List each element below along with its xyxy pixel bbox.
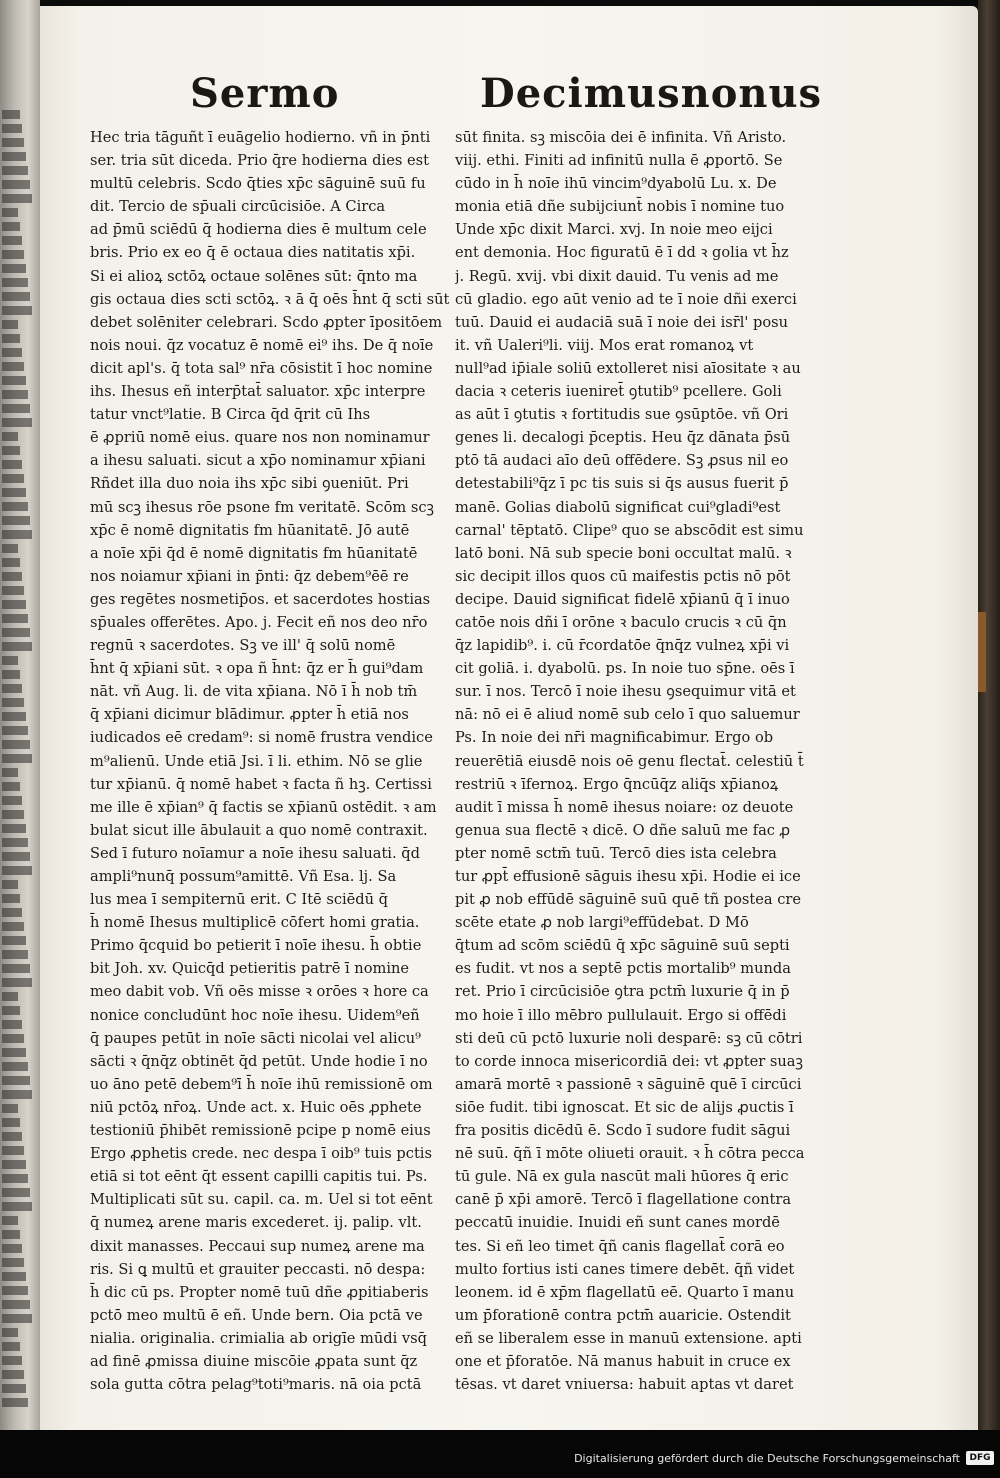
text-line: sola gutta cōtra pelag⁹toti⁹maris. nā oia pctā xyxy=(90,1376,422,1394)
text-line: multo fortius isti canes timere debēt. q̄ñ videt xyxy=(455,1260,795,1278)
text-line: xp̄c ē nomē dignitatis fm hūanitatē. Jō autē xyxy=(90,521,410,539)
bleed-through-mark xyxy=(2,1062,28,1071)
text-line: sp̄uales offerētes. Apo. j. Fecit eñ nos deo nr̄o xyxy=(90,613,428,631)
text-line: Si ei alioꝝ sctōꝝ octaue solēnes sūt: q̄nto ma xyxy=(90,267,418,285)
text-line: mū scꝫ ihesus rōe psone fm veritatē. Scōm scꝫ xyxy=(90,498,434,516)
bleed-through-mark xyxy=(2,1356,22,1365)
footer-bar xyxy=(0,1430,1000,1478)
text-line: pter nomē sctm̄ tuū. Tercō dies ista celebra xyxy=(455,844,777,862)
text-line: um p̄forationē contra pctm̄ auaricie. Ostendit xyxy=(455,1306,791,1324)
text-line: ptō tā audaci aīo deū offēdere. Sꝫ ꝓsus nil eo xyxy=(455,452,789,470)
text-line: tū gule. Nā ex gula nascūt mali hūores q̄ eric xyxy=(455,1168,789,1186)
bleed-through-mark xyxy=(2,1006,20,1015)
text-line: niū pctōꝝ nr̄oꝝ. Unde act. x. Huic oēs ꝓphete xyxy=(90,1098,422,1116)
book-edge xyxy=(978,0,1000,1430)
text-line: as aūt ī ꝯtutis ꝛ fortitudis sue ꝯsūptōe. vñ Ori xyxy=(455,406,789,424)
text-line: ad finē ꝓmissa diuine miscōie ꝓpata sunt q̄z xyxy=(90,1352,418,1370)
text-line: nāt. vñ Aug. li. de vita xp̄iana. Nō ī h̄ nob tm̄ xyxy=(90,683,418,701)
text-line: ihs. Ihesus eñ interp̄tat̄ saluator. xp̄c interpre xyxy=(90,383,426,401)
bleed-through-mark xyxy=(2,418,32,427)
bleed-through-mark xyxy=(2,334,20,343)
bleed-through-mark xyxy=(2,950,28,959)
text-line: multū celebris. Scdo q̄ties xp̄c sāguinē suū fu xyxy=(90,175,426,193)
bleed-through-mark xyxy=(2,1300,30,1309)
bleed-through-mark xyxy=(2,474,24,483)
bleed-through-mark xyxy=(2,726,28,735)
text-column-right xyxy=(455,126,815,1396)
bleed-through-mark xyxy=(2,628,30,637)
text-line: h̄nt q̄ xp̄iani sūt. ꝛ opa ñ h̄nt: q̄z er h̄ gui⁹dam xyxy=(90,660,424,678)
text-line: audit ī missa h̄ nomē ihesus noiare: oz deuote xyxy=(455,798,794,816)
bleed-through-mark xyxy=(2,614,28,623)
text-line: cit goliā. i. dyabolū. ps. In noie tuo sp̄ne. oēs ī xyxy=(455,660,795,678)
bleed-through-mark xyxy=(2,1398,28,1407)
bleed-through-mark xyxy=(2,306,32,315)
text-line: h̄ nomē Ihesus multiplicē cōfert homi gratia. xyxy=(90,914,420,932)
bleed-through-mark xyxy=(2,152,26,161)
bleed-through-mark xyxy=(2,908,22,917)
text-line: dicit apl's. q̄ tota sal⁹ nr̄a cōsistit ī hoc nomine xyxy=(90,359,433,377)
text-line: mo hoie ī illo mēbro pullulauit. Ergo si offēdi xyxy=(455,1006,787,1024)
bleed-through-mark xyxy=(2,670,20,679)
text-line: null⁹ad ip̄iale soliū extolleret nisi aīositate ꝛ au xyxy=(455,359,801,377)
bleed-through-mark xyxy=(2,1244,22,1253)
text-line: genes li. decalogi p̄ceptis. Heu q̄z dānata p̄sū xyxy=(455,429,791,447)
text-line: h̄ dic cū ps. Propter nomē tuū dñe ꝓpitiaberis xyxy=(90,1283,429,1301)
bleed-through-mark xyxy=(2,278,28,287)
bleed-through-mark xyxy=(2,180,30,189)
text-line: peccatū inuidie. Inuidi eñ sunt canes mordē xyxy=(455,1214,780,1232)
bleed-through-mark xyxy=(2,964,30,973)
bleed-through-mark xyxy=(2,880,18,889)
text-line: Ergo ꝓphetis crede. nec despa ī oib⁹ tuis pctis xyxy=(90,1145,432,1163)
bleed-through-mark xyxy=(2,250,24,259)
bleed-through-mark xyxy=(2,460,22,469)
ribbon-mark xyxy=(978,612,986,692)
text-line: tuū. Dauid ei audaciā suā ī noie dei isr̄l' posu xyxy=(455,313,789,331)
text-line: Rñdet illa duo noia ihs xp̄c sibi ꝯueniūt. Pri xyxy=(90,475,409,493)
bleed-through-mark xyxy=(2,1384,26,1393)
bleed-through-mark xyxy=(2,796,22,805)
text-line: manē. Golias diabolū significat cui⁹gladi⁹est xyxy=(455,498,781,516)
text-line: catōe nois dñi ī orōne ꝛ baculo crucis ꝛ cū q̄n xyxy=(455,613,787,631)
bleed-through-mark xyxy=(2,348,22,357)
bleed-through-mark xyxy=(2,810,24,819)
text-line: Sed ī futuro noīamur a noīe ihesu saluati. q̄d xyxy=(90,844,420,862)
bleed-through-mark xyxy=(2,1286,28,1295)
text-line: latō boni. Nā sub specie boni occultat malū. ꝛ xyxy=(455,544,792,562)
bleed-through-mark xyxy=(2,530,32,539)
text-line: Multiplicati sūt su. capil. ca. m. Uel si tot eēnt xyxy=(90,1191,433,1209)
bleed-through-mark xyxy=(2,1090,32,1099)
text-line: ampli⁹nunq̄ possum⁹amittē. Vñ Esa. lj. Sa xyxy=(90,868,397,885)
text-line: sur. ī nos. Tercō ī noie ihesu ꝯsequimur vitā et xyxy=(455,683,796,701)
text-line: ret. Prio ī circūcisiōe ꝯtra pctm̄ luxurie q̄ in p̄ xyxy=(455,983,790,1001)
running-title-left: Sermo xyxy=(190,70,340,117)
bleed-through-mark xyxy=(2,1034,24,1043)
bleed-through-mark xyxy=(2,264,26,273)
bleed-through-mark xyxy=(2,782,20,791)
text-line: one et p̄foratōe. Nā manus habuit in cruce ex xyxy=(455,1352,791,1370)
text-line: ent demonia. Hoc figuratū ē ī dd ꝛ golia vt h̄z xyxy=(455,244,789,262)
text-line: tatur vnct⁹latie. B Circa q̄d q̄rit cū Ihs xyxy=(90,406,371,424)
bleed-through-mark xyxy=(2,656,18,665)
bleed-through-mark xyxy=(2,768,18,777)
bleed-through-mark xyxy=(2,1188,30,1197)
bleed-through-mark xyxy=(2,572,22,581)
text-line: bit Joh. xv. Quicq̄d petieritis patrē ī nomine xyxy=(90,960,410,978)
text-line: canē p̄ xp̄i amorē. Tercō ī flagellatione contra xyxy=(455,1191,792,1209)
text-line: carnal' tēptatō. Clipe⁹ quo se abscōdit est simu xyxy=(455,521,804,539)
bleed-through-mark xyxy=(2,1216,18,1225)
text-line: lus mea ī sempiternū erit. C Itē sciēdū q̄ xyxy=(90,891,389,909)
bleed-through-mark xyxy=(2,236,22,245)
bleed-through-mark xyxy=(2,600,26,609)
text-line: debet solēniter celebrari. Scdo ꝓpter īpositōem xyxy=(90,313,443,331)
bleed-through-mark xyxy=(2,1146,24,1155)
bleed-through-mark xyxy=(2,838,28,847)
bleed-through-mark xyxy=(2,642,32,651)
text-line: genua sua flectē ꝛ dicē. O dñe saluū me fac ꝓ xyxy=(455,821,791,839)
bleed-through-mark xyxy=(2,754,32,763)
text-line: es fudit. vt nos a septē pctis mortalib⁹ munda xyxy=(455,960,791,978)
text-line: reuerētiā eiusdē nois oē genu flectat̄. celestiū t̄ xyxy=(455,752,804,770)
bleed-through-mark xyxy=(2,1258,24,1267)
bleed-through-mark xyxy=(2,922,24,931)
text-line: iudicados eē credam⁹: si nomē frustra vendice xyxy=(90,729,433,747)
bleed-through-mark xyxy=(2,712,26,721)
bleed-through-mark xyxy=(2,1314,32,1323)
running-title-right: Decimusnonus xyxy=(480,70,823,117)
text-line: Hec tria tāguñt ī euāgelio hodierno. vñ in p̄nti xyxy=(90,129,431,146)
bleed-through-mark xyxy=(2,1048,26,1057)
text-line: ad p̄mū sciēdū q̄ hodierna dies ē multum cele xyxy=(90,221,427,239)
text-line: testioniū p̄hibēt remissionē pcipe p nomē eius xyxy=(90,1122,431,1140)
bleed-through-mark xyxy=(2,222,20,231)
text-line: nē suū. q̄ñ ī mōte oliueti orauit. ꝛ h̄ cōtra pecca xyxy=(455,1145,805,1163)
bleed-through-mark xyxy=(2,362,24,371)
bleed-through-mark xyxy=(2,544,18,553)
bleed-through-mark xyxy=(2,1160,26,1169)
bleed-through-mark xyxy=(2,1342,20,1351)
text-line: sācti ꝛ q̄nq̄z obtinēt q̄d petūt. Unde hodie ī no xyxy=(90,1052,428,1070)
bleed-through-mark xyxy=(2,376,26,385)
text-line: cūdo in h̄ noīe ihū vincim⁹dyabolū Lu. x. De xyxy=(455,175,777,193)
text-line: j. Regū. xvij. vbi dixit dauid. Tu venis ad me xyxy=(455,267,779,285)
text-line: Primo q̄cquid bo petierit ī noīe ihesu. h̄ obtie xyxy=(90,937,422,955)
bleed-through-mark xyxy=(2,488,26,497)
text-line: dacia ꝛ ceteris iueniret̄ ꝯtutib⁹ pcellere. Goli xyxy=(455,383,782,401)
text-line: leonem. id ē xp̄m flagellatū eē. Quarto ī manu xyxy=(455,1283,795,1301)
text-line: q̄tum ad scōm sciēdū q̄ xp̄c sāguinē suū septi xyxy=(455,937,790,955)
text-line: amarā mortē ꝛ passionē ꝛ sāguinē quē ī circūci xyxy=(455,1075,802,1093)
text-line: nos noiamur xp̄iani in p̄nti: q̄z debem⁹ēē re xyxy=(90,567,409,585)
bleed-through-mark xyxy=(2,166,28,175)
text-column-left xyxy=(90,126,470,1396)
bleed-through-mark xyxy=(2,208,18,217)
text-line: nā: nō ei ē aliud nomē sub celo ī quo saluemur xyxy=(455,706,800,724)
bleed-through-mark xyxy=(2,1370,24,1379)
text-line: Ps. In noie dei nr̄i magnificabimur. Ergo ob xyxy=(455,729,774,747)
text-line: tur xp̄ianū. q̄ nomē habet ꝛ facta ñ hꝫ. Certissi xyxy=(90,775,432,793)
text-line: nonice concludūnt hoc noīe ihesu. Uidem⁹eñ xyxy=(90,1006,420,1024)
bleed-through-mark xyxy=(2,1272,26,1281)
text-line: detestabili⁹q̄z ī pc tis suis si q̄s ausus fuerit p̄ xyxy=(455,475,789,493)
bleed-through-mark xyxy=(2,404,30,413)
text-line: m⁹alienū. Unde etiā Jsi. ī li. ethim. Nō se glie xyxy=(90,752,423,770)
bleed-through-mark xyxy=(2,138,24,147)
left-page-edge xyxy=(0,0,40,1430)
text-line: regnū ꝛ sacerdotes. Sꝫ ve ill' q̄ solū nomē xyxy=(90,637,396,655)
bleed-through-mark xyxy=(2,1202,32,1211)
bleed-through-mark xyxy=(2,124,22,133)
bleed-through-mark xyxy=(2,894,20,903)
text-line: dit. Tercio de sp̄uali circūcisiōe. A Circa xyxy=(90,198,386,216)
book-page xyxy=(40,6,978,1430)
bleed-through-mark xyxy=(2,852,30,861)
bleed-through-mark xyxy=(2,110,20,119)
bleed-through-mark xyxy=(2,292,30,301)
text-line: monia etiā dñe subijciunt̄ nobis ī nomine tuo xyxy=(455,198,785,216)
bleed-through-mark xyxy=(2,1104,18,1113)
text-line: sūt finita. sꝫ miscōia dei ē infinita. Vñ Aristo. xyxy=(455,129,787,146)
bleed-through-mark xyxy=(2,320,18,329)
text-line: it. vñ Ualeri⁹li. viij. Mos erat romanoꝝ vt xyxy=(455,336,754,354)
bleed-through-mark xyxy=(2,502,28,511)
text-line: q̄ paupes petūt in noīe sācti nicolai vel alicu⁹ xyxy=(90,1029,421,1047)
bleed-through-mark xyxy=(2,194,32,203)
bleed-through-mark xyxy=(2,586,24,595)
text-line: nialia. originalia. crimialia ab origīe mūdi vsq̄ xyxy=(90,1329,427,1347)
text-line: etiā si tot eēnt q̄t essent capilli capitis tui. Ps. xyxy=(90,1168,428,1186)
text-line: cū gladio. ego aūt venio ad te ī noie dñi exerci xyxy=(455,290,797,308)
bleed-through-mark xyxy=(2,1230,20,1239)
bleed-through-mark xyxy=(2,684,22,693)
bleed-through-mark xyxy=(2,558,20,567)
dfg-logo: DFG xyxy=(966,1451,994,1465)
text-line: a noīe xp̄i q̄d ē nomē dignitatis fm hūanitatē xyxy=(90,544,418,562)
text-line: sti deū cū pctō luxurie noli desparē: sꝫ cū cōtri xyxy=(455,1029,803,1047)
text-line: restriū ꝛ īfernoꝝ. Ergo q̄ncūq̄z aliq̄s xp̄ianoꝝ xyxy=(455,775,779,793)
text-line: bulat sicut ille ābulauit a quo nomē contraxit. xyxy=(90,821,428,839)
text-line: gis octaua dies scti sctōꝝ. ꝛ ā q̄ oēs h̄nt q̄ scti sūt xyxy=(90,290,450,308)
text-line: dixit manasses. Peccaui sup numeꝝ arene ma xyxy=(90,1237,425,1255)
bleed-through-mark xyxy=(2,1020,22,1029)
text-line: q̄z lapidib⁹. i. cū r̄cordatōe q̄nq̄z vulneꝝ xp̄i vi xyxy=(455,637,790,655)
bleed-through-mark xyxy=(2,824,26,833)
bleed-through-mark xyxy=(2,446,20,455)
text-line: a ihesu saluati. sicut a xp̄o nominamur xp̄iani xyxy=(90,452,426,470)
text-line: ser. tria sūt diceda. Prio q̄re hodierna dies est xyxy=(90,152,429,170)
text-line: ē ꝓpriū nomē eius. quare nos non nominamur xyxy=(90,429,430,447)
text-line: eñ se liberalem esse in manuū extensione. apti xyxy=(455,1329,802,1347)
text-line: scēte etate ꝓ nob largi⁹effūdebat. D Mō xyxy=(455,914,749,932)
text-line: q̄ numeꝝ arene maris excederet. ij. palip. vlt. xyxy=(90,1214,422,1232)
text-line: bris. Prio ex eo q̄ ē octaua dies natitatis xp̄i. xyxy=(90,244,416,262)
bleed-through-mark xyxy=(2,1118,20,1127)
text-line: q̄ xp̄iani dicimur blādimur. ꝓpter h̄ etiā nos xyxy=(90,706,409,724)
text-line: meo dabit vob. Vñ oēs misse ꝛ orōes ꝛ hore ca xyxy=(90,983,429,1001)
text-line: tēsas. vt daret vniuersa: habuit aptas vt daret xyxy=(455,1376,794,1394)
bleed-through-mark xyxy=(2,992,18,1001)
text-line: tes. Si eñ leo timet q̄ñ canis flagellat̄ corā eo xyxy=(455,1237,785,1255)
text-line: pit ꝓ nob effūdē sāguinē suū quē tñ postea cre xyxy=(455,891,802,909)
text-line: Unde xp̄c dixit Marci. xvj. In noie meo eijci xyxy=(455,221,773,239)
bleed-through-mark xyxy=(2,1076,30,1085)
bleed-through-mark xyxy=(2,740,30,749)
text-line: uo āno petē debem⁹ī h̄ noīe ihū remissionē om xyxy=(90,1075,433,1093)
bleed-through-mark xyxy=(2,1132,22,1141)
text-line: siōe fudit. tibi ignoscat. Et sic de alijs ꝓuctis ī xyxy=(455,1098,794,1116)
bleed-through-mark xyxy=(2,978,32,987)
text-line: me ille ē xp̄ian⁹ q̄ factis se xp̄ianū ostēdit. ꝛ am xyxy=(90,798,437,816)
bleed-through-mark xyxy=(2,516,30,525)
text-line: sic decipit illos quos cū maifestis pctis nō pōt xyxy=(455,567,791,585)
text-line: ris. Si ꝗ multū et grauiter peccasti. nō despa: xyxy=(90,1260,426,1278)
text-line: viij. ethi. Finiti ad infinitū nulla ē ꝓportō. Se xyxy=(455,152,783,170)
text-line: fra positis dicēdū ē. Scdo ī sudore fudit sāgui xyxy=(455,1122,791,1140)
funding-credit: Digitalisierung gefördert durch die Deutsche Forschungsgemeinschaft xyxy=(574,1452,960,1465)
bleed-through-mark xyxy=(2,432,18,441)
text-line: nois noui. q̄z vocatuz ē nomē ei⁹ ihs. De q̄ noīe xyxy=(90,336,434,354)
text-line: decipe. Dauid significat fidelē xp̄ianū q̄ ī inuo xyxy=(455,590,790,608)
bleed-through-mark xyxy=(2,390,28,399)
text-line: tur ꝓpt̄ effusionē sāguis ihesu xp̄i. Hodie ei ice xyxy=(455,868,801,885)
bleed-through-mark xyxy=(2,698,24,707)
text-line: pctō meo multū ē eñ. Unde bern. Oia pctā ve xyxy=(90,1306,423,1324)
bleed-through-mark xyxy=(2,1174,28,1183)
bleed-through-mark xyxy=(2,936,26,945)
text-line: to corde innoca misericordiā dei: vt ꝓpter suaꝫ xyxy=(455,1052,803,1070)
text-line: ges regētes nosmetip̄os. et sacerdotes hostias xyxy=(90,590,431,608)
bleed-through-mark xyxy=(2,866,32,875)
bleed-through-mark xyxy=(2,1328,18,1337)
